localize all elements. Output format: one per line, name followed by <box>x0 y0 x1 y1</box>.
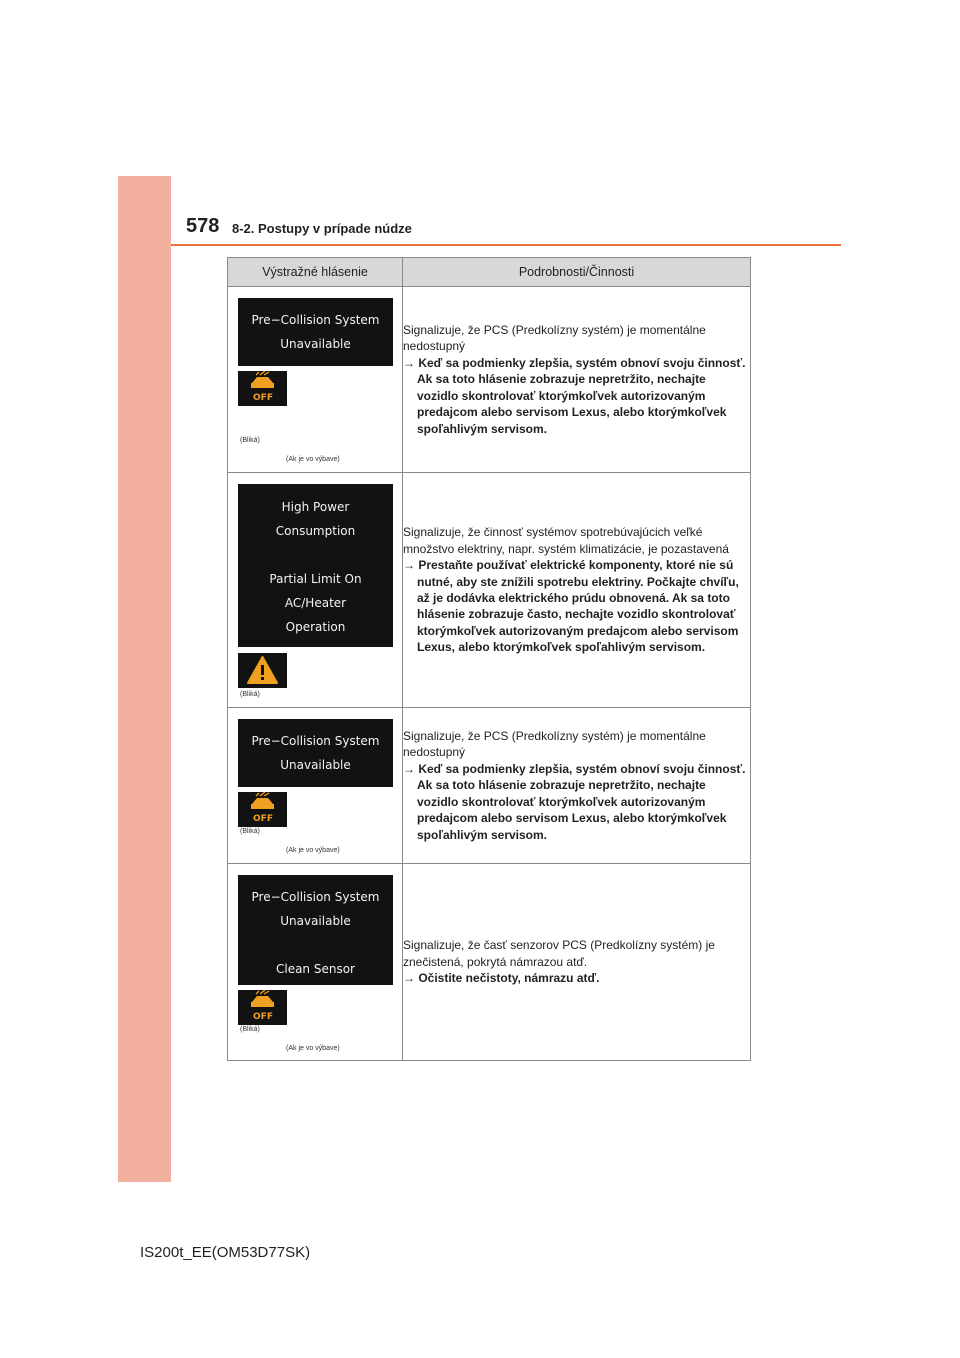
description-text: Signalizuje, že činnosť systémov spotrebúvajúcich veľké množstvo elektriny, napr. systém klimatizácie, je pozastavená <box>403 525 729 556</box>
details-cell <box>403 708 751 864</box>
screen-line: Unavailable <box>280 337 351 351</box>
blink-caption: (Bliká) <box>240 691 260 698</box>
equipment-caption: (Ak je vo výbave) <box>286 456 340 463</box>
svg-text:OFF: OFF <box>253 393 273 403</box>
screen-line: High Power <box>281 500 350 514</box>
description-text: Signalizuje, že časť senzorov PCS (Predkolízny systém) je znečistená, pokrytá námrazou atď. <box>403 938 715 969</box>
screen-line: Clean Sensor <box>275 962 355 976</box>
details-cell <box>403 864 751 1061</box>
page-number: 578 <box>186 215 220 237</box>
screen-line: Pre−Collision System <box>251 734 380 748</box>
action-text: → Keď sa podmienky zlepšia, systém obnoví svoju činnosť. Ak sa toto hlásenie zobrazuje nepretržito, nechajte vozidlo skontrolovať ktorýmkoľvek autorizovaným predajcom alebo servisom Lexus, alebo ktorýmkoľvek spoľahlivým servisom. <box>403 355 746 436</box>
column-header-details: Podrobnosti/Činnosti <box>403 258 751 287</box>
details-cell <box>403 287 751 473</box>
equipment-caption: (Ak je vo výbave) <box>286 1045 340 1052</box>
message-cell <box>228 708 403 864</box>
screen-line: Unavailable <box>280 758 351 772</box>
screen-line: Unavailable <box>280 914 351 928</box>
action-text: → Prestaňte používať elektrické komponenty, ktoré nie sú nutné, aby ste znížili spotrebu elektriny. Počkajte chvíľu, až je dodávka elektrického prúdu obnovená. Ak sa toto hlásenie zobrazuje často, nechajte vozidlo skontrolovať ktorýmkoľvek autorizovaným predajcom alebo servisom Lexus, alebo ktorýmkoľvek spoľahlivým servisom. <box>403 558 739 655</box>
message-cell <box>228 864 403 1061</box>
blink-caption: (Bliká) <box>240 828 260 835</box>
display-screen <box>238 484 393 647</box>
equipment-caption: (Ak je vo výbave) <box>286 847 340 854</box>
screen-line: Operation <box>285 620 346 634</box>
details-cell <box>403 473 751 708</box>
description-text: Signalizuje, že PCS (Predkolízny systém) je momentálne nedostupný <box>403 323 706 354</box>
pcs-off-icon <box>238 371 287 406</box>
table-header-row <box>228 258 751 287</box>
message-cell <box>228 473 403 708</box>
table-row <box>228 864 751 1061</box>
warning-triangle-icon <box>238 653 287 688</box>
svg-text:OFF: OFF <box>253 814 273 824</box>
display-screen <box>238 875 393 985</box>
section-title: 8-2. Postupy v prípade núdze <box>232 221 412 236</box>
screen-line: Pre−Collision System <box>251 890 380 904</box>
svg-text:OFF: OFF <box>253 1012 273 1022</box>
table-row <box>228 473 751 708</box>
display-screen <box>238 298 393 366</box>
column-header-message: Výstražné hlásenie <box>228 258 403 287</box>
screen-line: Consumption <box>275 524 356 538</box>
action-text: → Očistite nečistoty, námrazu atď. <box>403 971 600 986</box>
screen-spacer <box>238 543 393 567</box>
screen-spacer <box>238 933 393 957</box>
table-row <box>228 287 751 473</box>
display-screen <box>238 719 393 787</box>
header-rule <box>171 244 841 246</box>
table-row <box>228 708 751 864</box>
blink-caption: (Bliká) <box>240 437 260 444</box>
model-code-footer: IS200t_EE(OM53D77SK) <box>140 1244 311 1261</box>
side-band <box>118 176 171 1182</box>
warning-message-table <box>227 257 751 1061</box>
description-text: Signalizuje, že PCS (Predkolízny systém) je momentálne nedostupný <box>403 729 706 760</box>
screen-line: Pre−Collision System <box>251 313 380 327</box>
blink-caption: (Bliká) <box>240 1026 260 1033</box>
pcs-off-icon <box>238 990 287 1025</box>
pcs-off-icon <box>238 792 287 827</box>
screen-line: Partial Limit On <box>269 572 362 586</box>
screen-line: AC/Heater <box>284 596 347 610</box>
message-cell <box>228 287 403 473</box>
action-text: → Keď sa podmienky zlepšia, systém obnoví svoju činnosť. Ak sa toto hlásenie zobrazuje nepretržito, nechajte vozidlo skontrolovať ktorýmkoľvek autorizovaným predajcom alebo servisom Lexus, alebo ktorýmkoľvek spoľahlivým servisom. <box>403 761 746 842</box>
